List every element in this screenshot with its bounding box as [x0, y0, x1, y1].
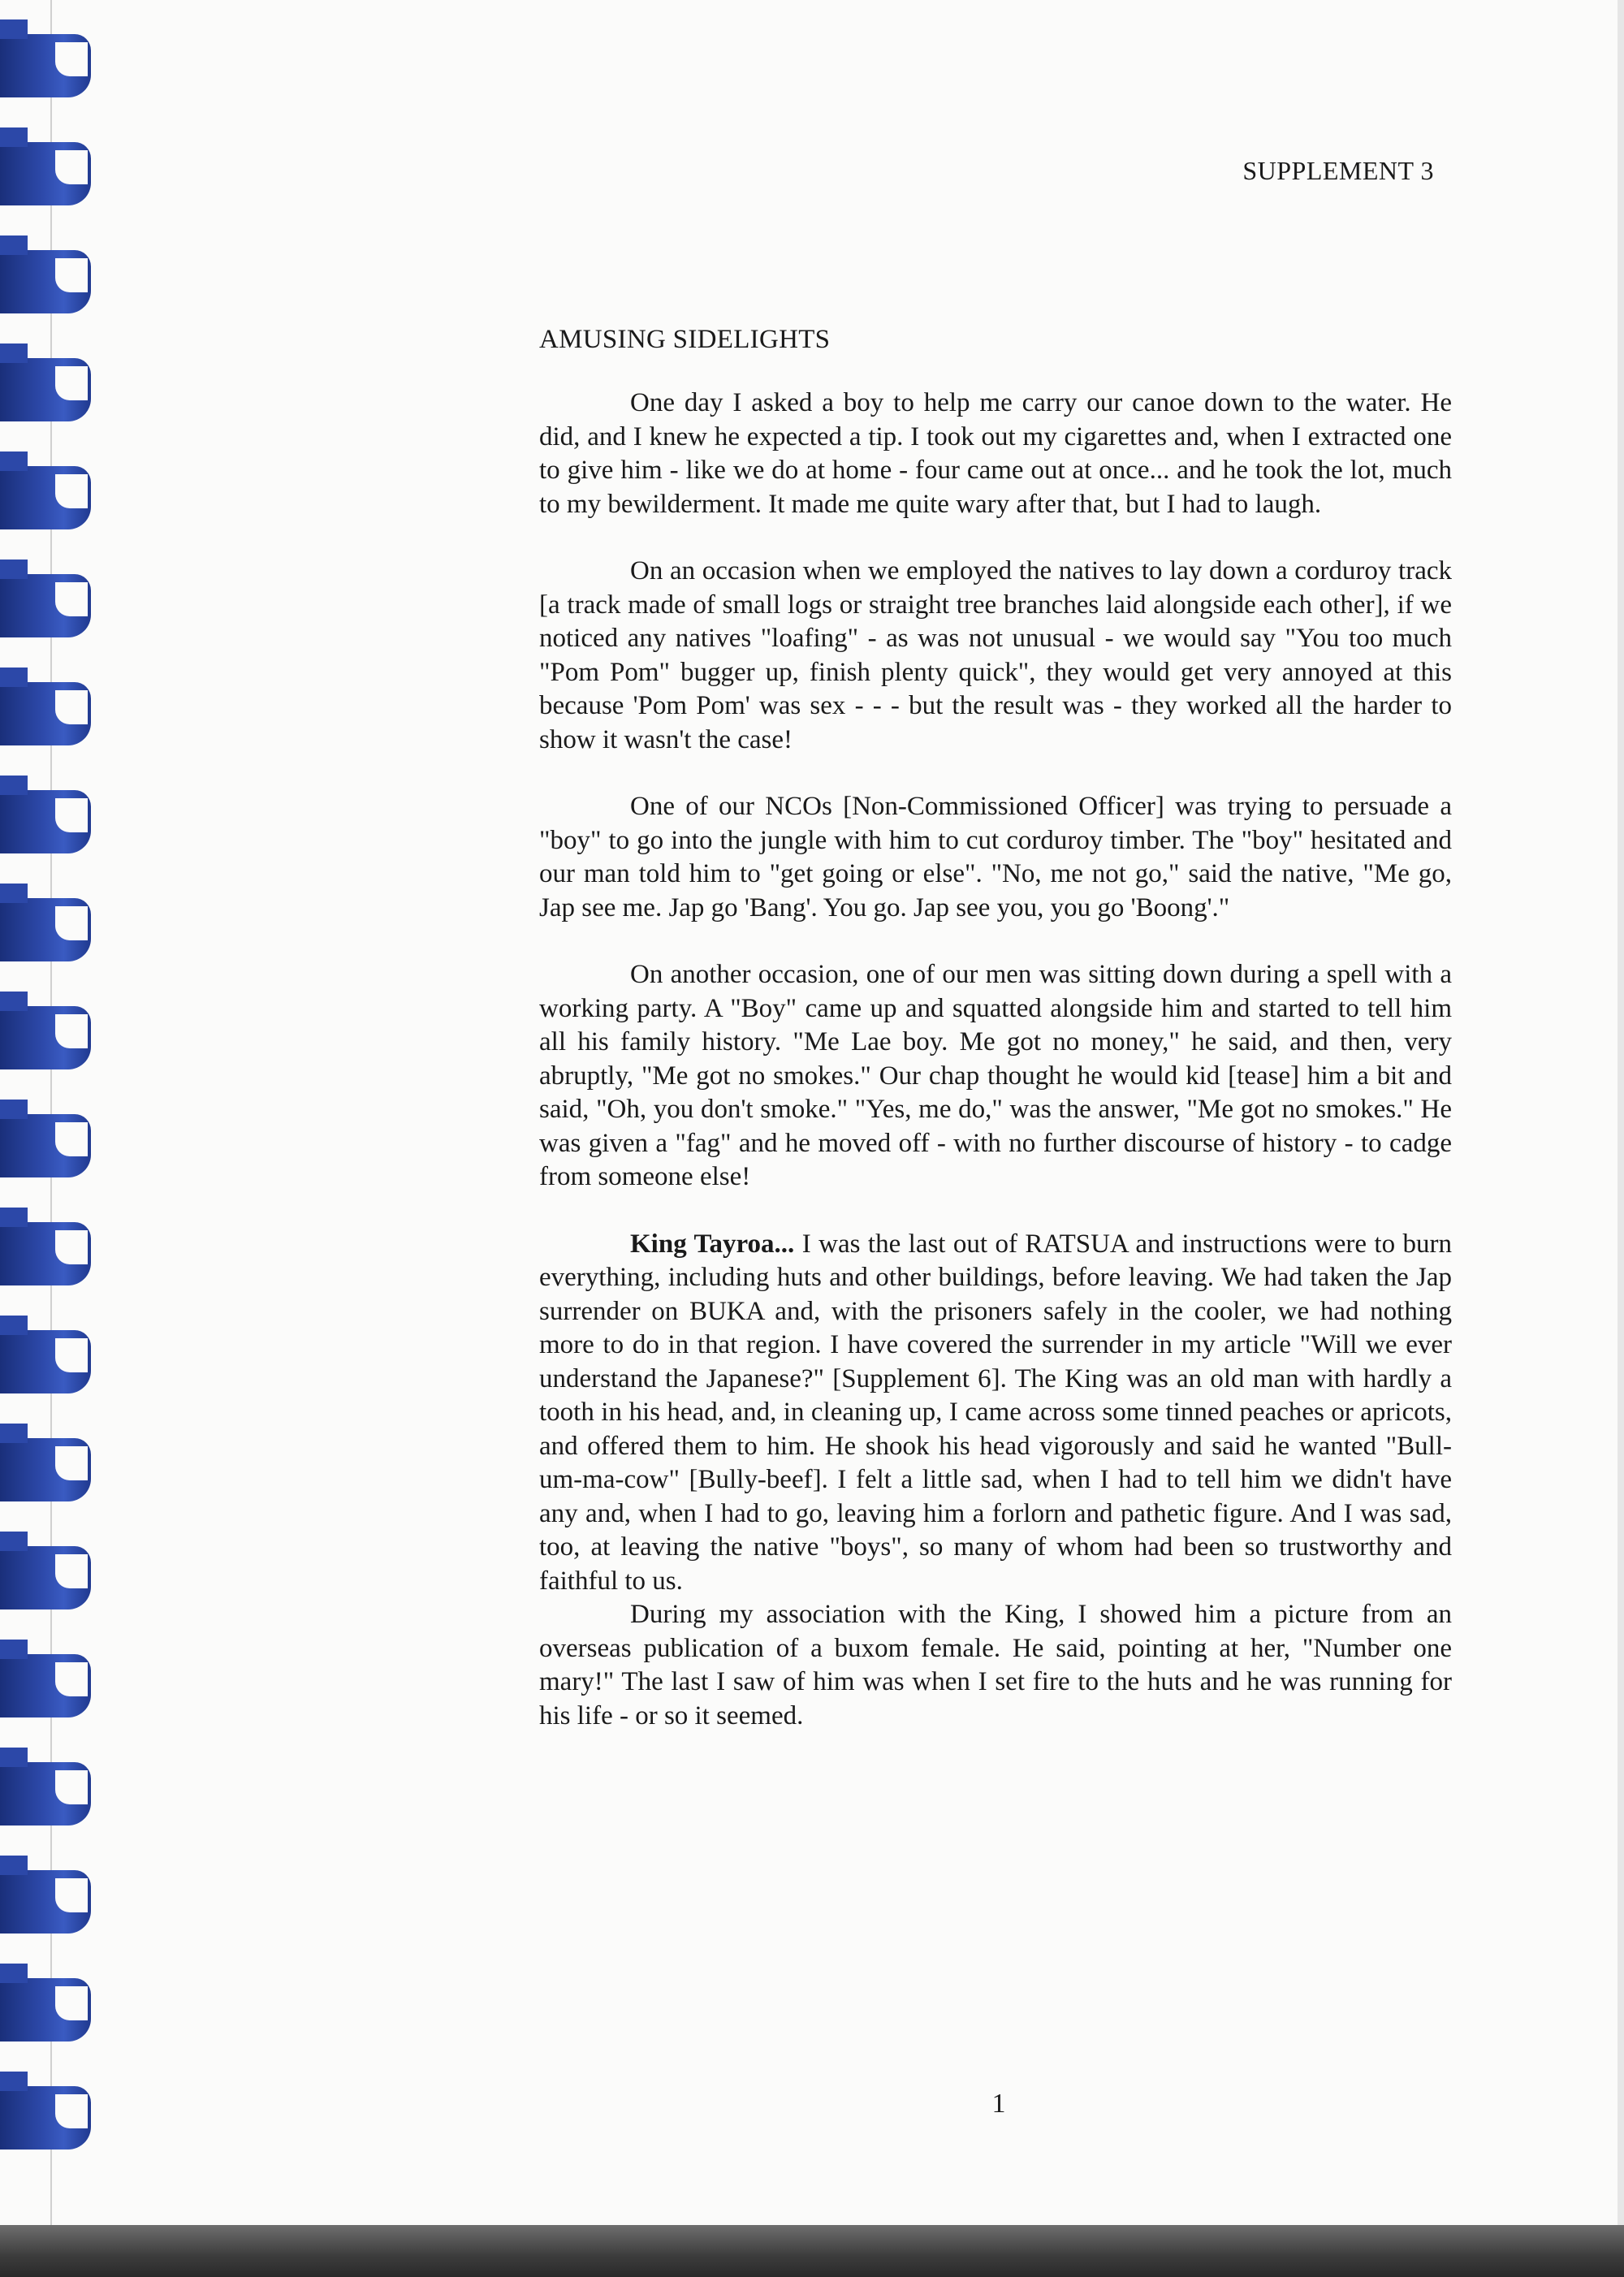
binding-coil: [0, 1114, 91, 1177]
paragraph: During my association with the King, I showed him a picture from an overseas publication of a buxom female. He said, pointing at her, "Number one mary!" The last I saw of him was when I set fire to the huts and he was running for his life - or so it seemed.: [539, 1600, 1452, 1730]
binding-coil: [0, 2086, 91, 2150]
binding-coil: [0, 898, 91, 961]
binding-coil: [0, 1438, 91, 1501]
paragraph: One day I asked a boy to help me carry our canoe down to the water. He did, and I knew he expected a tip. I took out my cigarettes and, when I extracted one to give him - like we do at home - four came out at once... and he took the lot, much to my bewilderment. It made me quite wary after that, but I had to laugh.: [539, 388, 1452, 519]
page-right-edge: [1618, 0, 1624, 2277]
binding-coil: [0, 1870, 91, 1934]
section-title: AMUSING SIDELIGHTS: [539, 325, 831, 354]
binding-coil: [0, 1546, 91, 1609]
binding-coil: [0, 466, 91, 529]
binding-coil: [0, 250, 91, 313]
paragraph: On another occasion, one of our men was sitting down during a spell with a working party. A "Boy" came up and squatted alongside him and started to tell him all his family history. "Me Lae boy. Me got no money," he said, and then, very abruptly, "Me got no smokes." Our chap thought he would kid [tease] him a bit and said, "Oh, you don't smoke." "Yes, me do," was the answer, "Me got no smokes." He was given a "fag" and he moved off - with no further discourse of history - to cadge from someone else!: [539, 960, 1452, 1191]
binding-coil: [0, 574, 91, 637]
paragraph-body: I was the last out of RATSUA and instructions were to burn everything, including huts and other buildings, before leaving. We had taken the Jap surrender on BUKA and, with the prisoners safely in the cooler, we had nothing more to do in that region. I have covered the surrender in my article "Will we ever understand the Japanese?" [Supplement 6]. The King was an old man with hardly a tooth in his head, and, in cleaning up, I came across some tinned peaches or apricots, and offered them to him. He shook his head vigorously and said he wanted "Bull-um-ma-cow" [Bully-beef]. I felt a little sad, when I had to tell him we didn't have any and, when I had to go, leaving him a forlorn and pathetic figure. And I was sad, too, at leaving the native "boys", so many of whom had been so trustworthy and faithful to us.: [539, 1229, 1452, 1596]
binding-coil: [0, 142, 91, 205]
paragraph: One of our NCOs [Non-Commissioned Officer] was trying to persuade a "boy" to go into the jungle with him to cut corduroy timber. The "boy" hesitated and our man told him to "get going or else". "No, me not go," said the native, "Me go, Jap see me. Jap go 'Bang'. You go. Jap see you, you go 'Boong'.": [539, 792, 1452, 922]
binding-coil: [0, 1330, 91, 1393]
supplement-label: SUPPLEMENT 3: [1242, 156, 1434, 185]
paragraph-king-tayroa: [539, 1228, 1452, 1599]
binding-coil: [0, 358, 91, 421]
binding-coil: [0, 1762, 91, 1825]
binding-coil: [0, 1222, 91, 1285]
paragraph-run-in-heading: King Tayroa...: [630, 1229, 795, 1259]
paragraph: On an occasion when we employed the natives to lay down a corduroy track [a track made of small logs or straight tree branches laid alongside each other], if we noticed any natives "loafing" - as was not unusual - we would say "You too much "Pom Pom" bugger up, finish plenty quick", they would get very annoyed at this because 'Pom Pom' was sex - - - but the result was - they worked all the harder to show it wasn't the case!: [539, 556, 1452, 754]
binding-coil: [0, 682, 91, 745]
binding-coil: [0, 34, 91, 97]
spiral-binding: [0, 0, 93, 2277]
body-text: [539, 387, 1452, 1733]
binding-coil: [0, 1654, 91, 1717]
scan-bottom-shadow: [0, 2225, 1624, 2277]
binding-coil: [0, 1978, 91, 2042]
page-number: 1: [991, 2089, 1006, 2119]
binding-coil: [0, 1006, 91, 1069]
binding-coil: [0, 790, 91, 853]
